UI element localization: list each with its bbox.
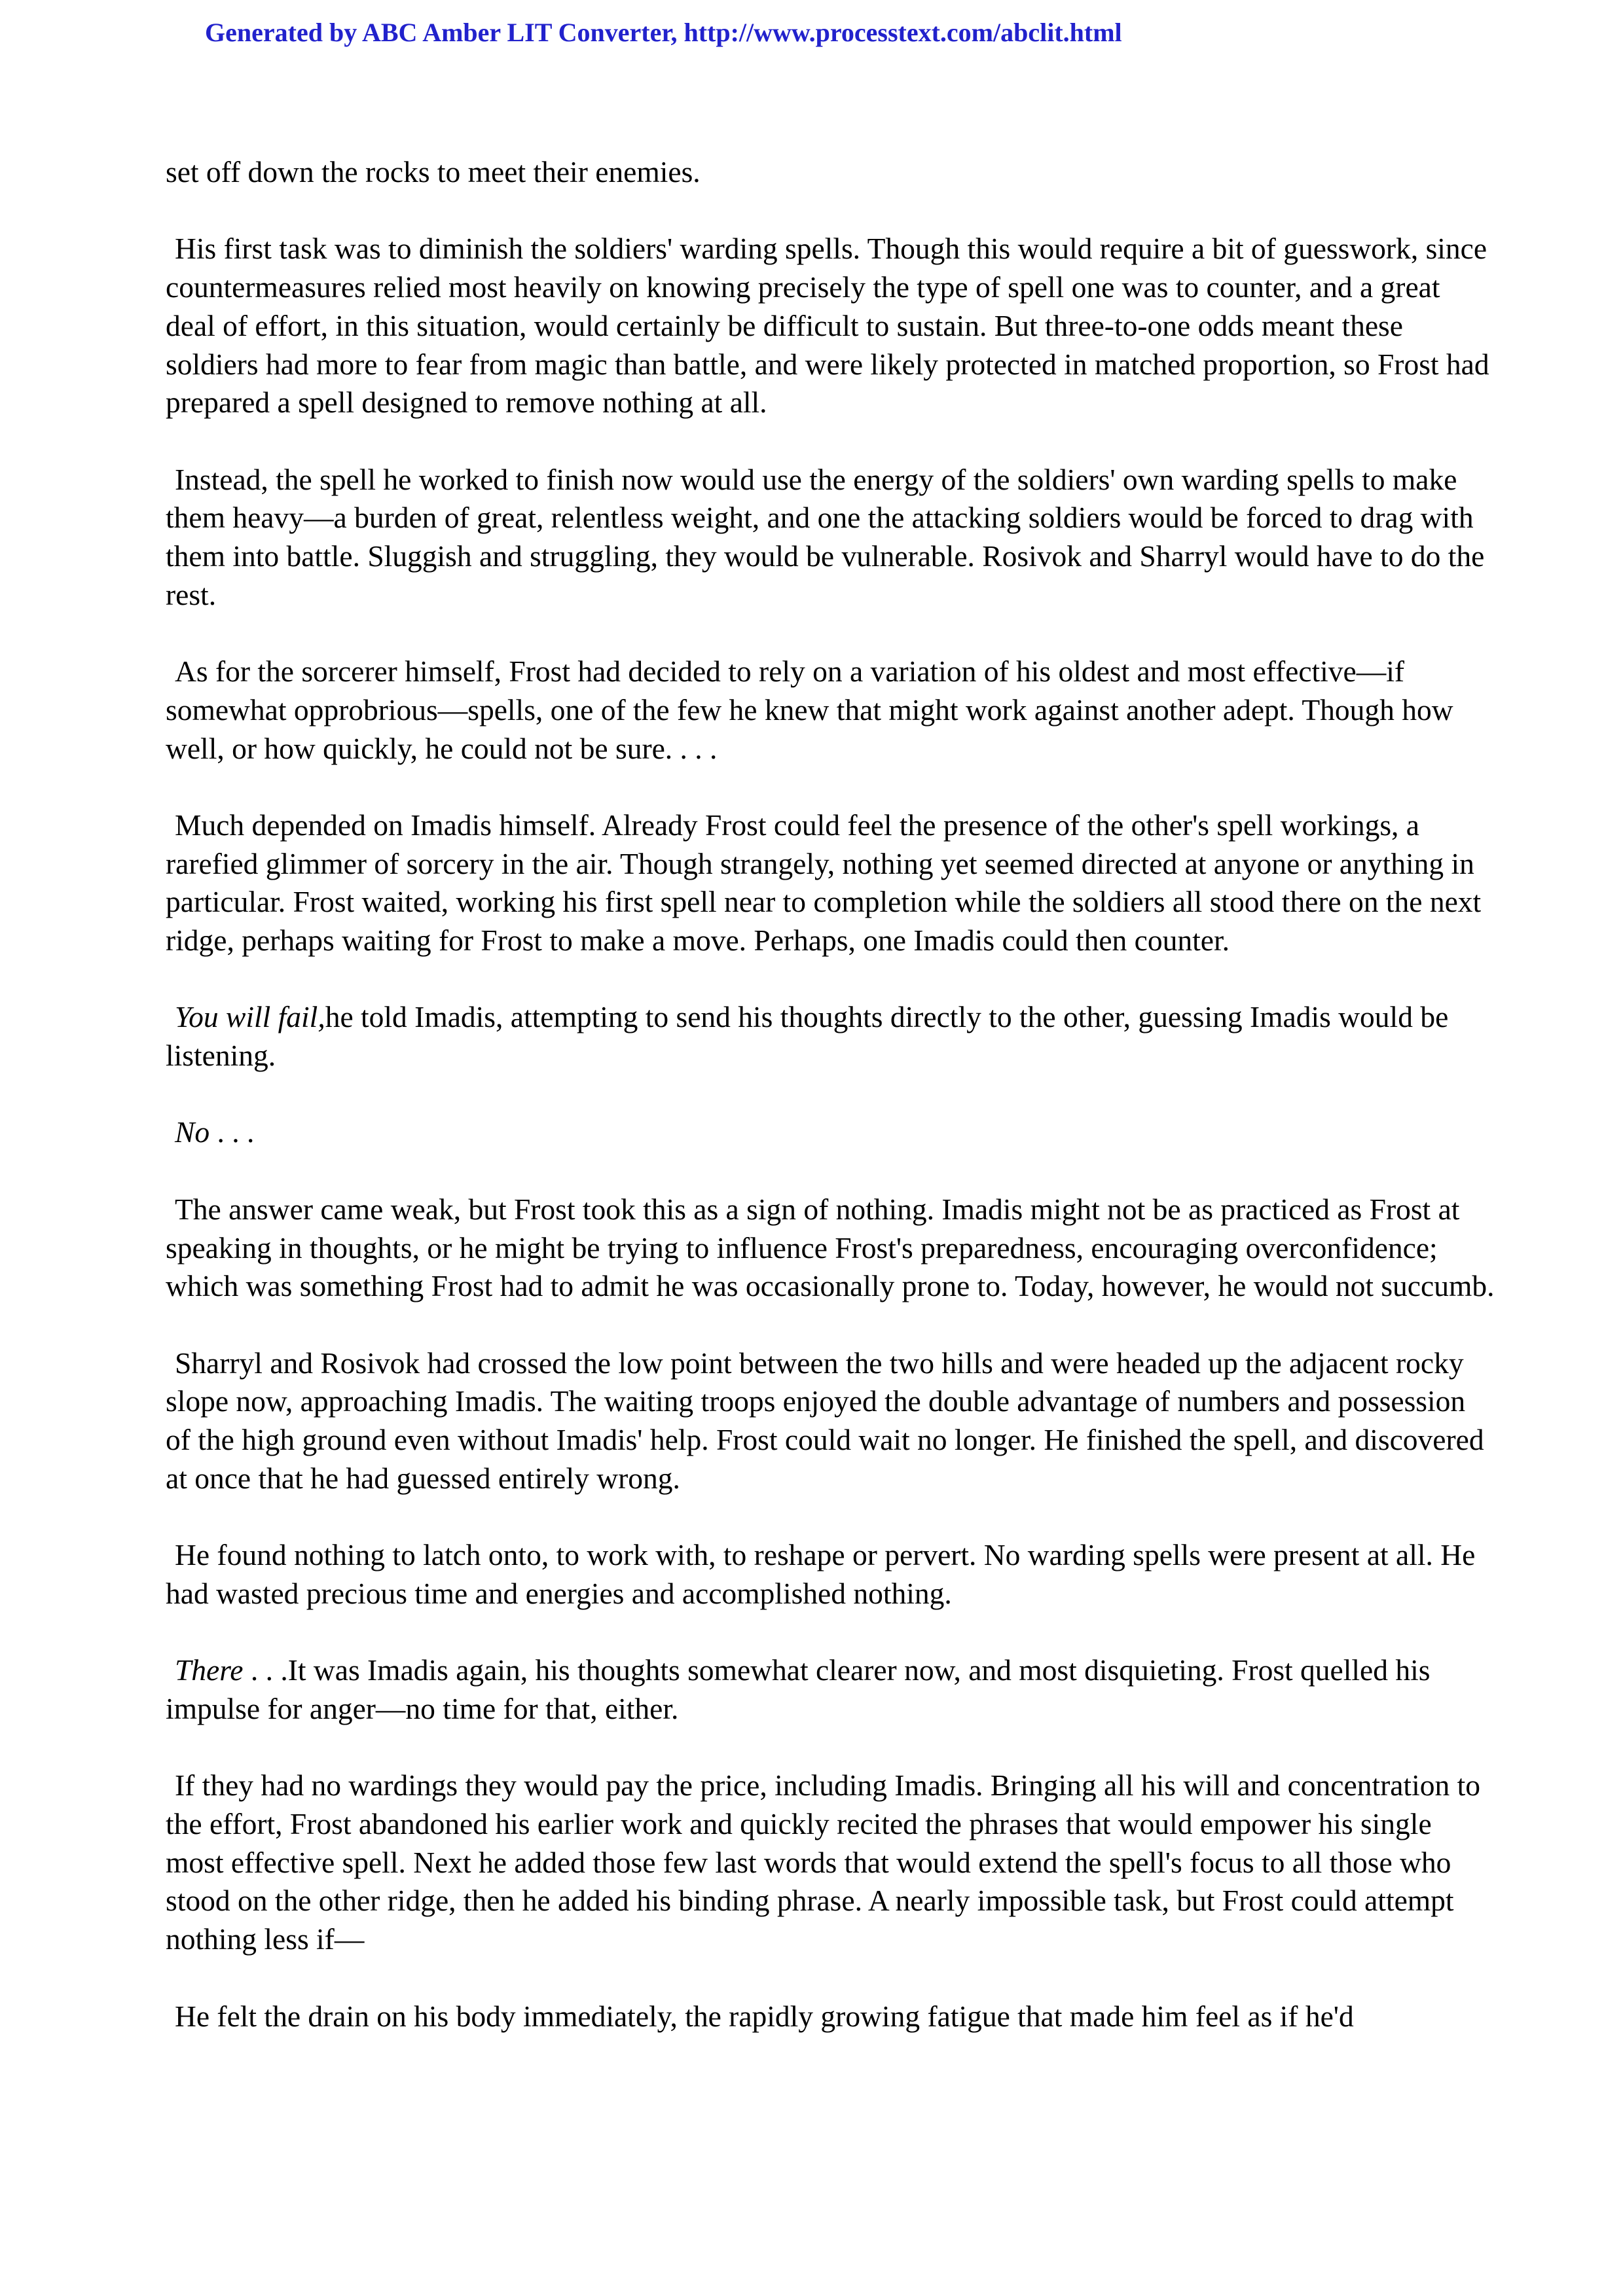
paragraph: His first task was to diminish the soldiers' warding spells. Though this would require a bit of guesswork, since countermeasures relied most heavily on knowing precisely the type of spell one was to counter, and a great deal of effort, in this situation, would certainly be difficult to sustain. But three-to-one odds meant these soldiers had more to fear from magic than battle, and were likely protected in matched proportion, so Frost had prepared a spell designed to remove nothing at all. <box>166 232 1489 420</box>
converter-header: Generated by ABC Amber LIT Converter, http://www.processtext.com/abclit.html <box>205 18 1122 47</box>
paragraph-text: he told Imadis, attempting to send his thoughts directly to the other, guessing Imadis would be listening. <box>166 1000 1449 1073</box>
italic-thought: You will fail, <box>175 1000 325 1034</box>
paragraph: He found nothing to latch onto, to work with, to reshape or pervert. No warding spells were present at all. He had wasted precious time and energies and accomplished nothing. <box>166 1538 1476 1610</box>
paragraph: Much depended on Imadis himself. Already Frost could feel the presence of the other's spell workings, a rarefied glimmer of sorcery in the air. Though strangely, nothing yet seemed directed at anyone or anything in particular. Frost waited, working his first spell near to completion while the soldiers all stood there on the next ridge, perhaps waiting for Frost to make a move. Perhaps, one Imadis could then counter. <box>166 808 1482 957</box>
paragraph: set off down the rocks to meet their enemies. <box>166 155 701 188</box>
document-body <box>166 153 1495 2036</box>
paragraph: If they had no wardings they would pay the price, including Imadis. Bringing all his will and concentration to the effort, Frost abandoned his earlier work and quickly recited the phrases that would empower his single most effective spell. Next he added those few last words that would extend the spell's focus to all those who stood on the other ridge, then he added his binding phrase. A nearly impossible task, but Frost could attempt nothing less if— <box>166 1768 1480 1956</box>
paragraph-text: . . . <box>210 1115 255 1149</box>
paragraph <box>166 1651 1495 1728</box>
paragraph: He felt the drain on his body immediately, the rapidly growing fatigue that made him feel as if he'd <box>175 1999 1354 2033</box>
paragraph-text: . . .It was Imadis again, his thoughts somewhat clearer now, and most disquieting. Frost quelled his impulse for anger—no time for that, either. <box>166 1653 1431 1725</box>
paragraph <box>166 998 1495 1075</box>
paragraph: Instead, the spell he worked to finish now would use the energy of the soldiers' own warding spells to make them heavy—a burden of great, relentless weight, and one the attacking soldiers would be forced to drag with them into battle. Sluggish and struggling, they would be vulnerable. Rosivok and Sharryl would have to do the rest. <box>166 462 1485 611</box>
paragraph: As for the sorcerer himself, Frost had decided to rely on a variation of his oldest and most effective—if somewhat opprobrious—spells, one of the few he knew that might work against another adept. Though how well, or how quickly, he could not be sure. . . . <box>166 655 1453 765</box>
paragraph: Sharryl and Rosivok had crossed the low point between the two hills and were headed up the adjacent rocky slope now, approaching Imadis. The waiting troops enjoyed the double advantage of numbers and possession of the high ground even without Imadis' help. Frost could wait no longer. He finished the spell, and discovered at once that he had guessed entirely wrong. <box>166 1346 1484 1495</box>
paragraph <box>166 1113 1495 1152</box>
italic-thought: There <box>175 1653 244 1687</box>
paragraph: The answer came weak, but Frost took this as a sign of nothing. Imadis might not be as practiced as Frost at speaking in thoughts, or he might be trying to influence Frost's preparedness, encouraging overconfidence; which was something Frost had to admit he was occasionally prone to. Today, however, he would not succumb. <box>166 1192 1495 1303</box>
italic-thought: No <box>175 1115 210 1149</box>
